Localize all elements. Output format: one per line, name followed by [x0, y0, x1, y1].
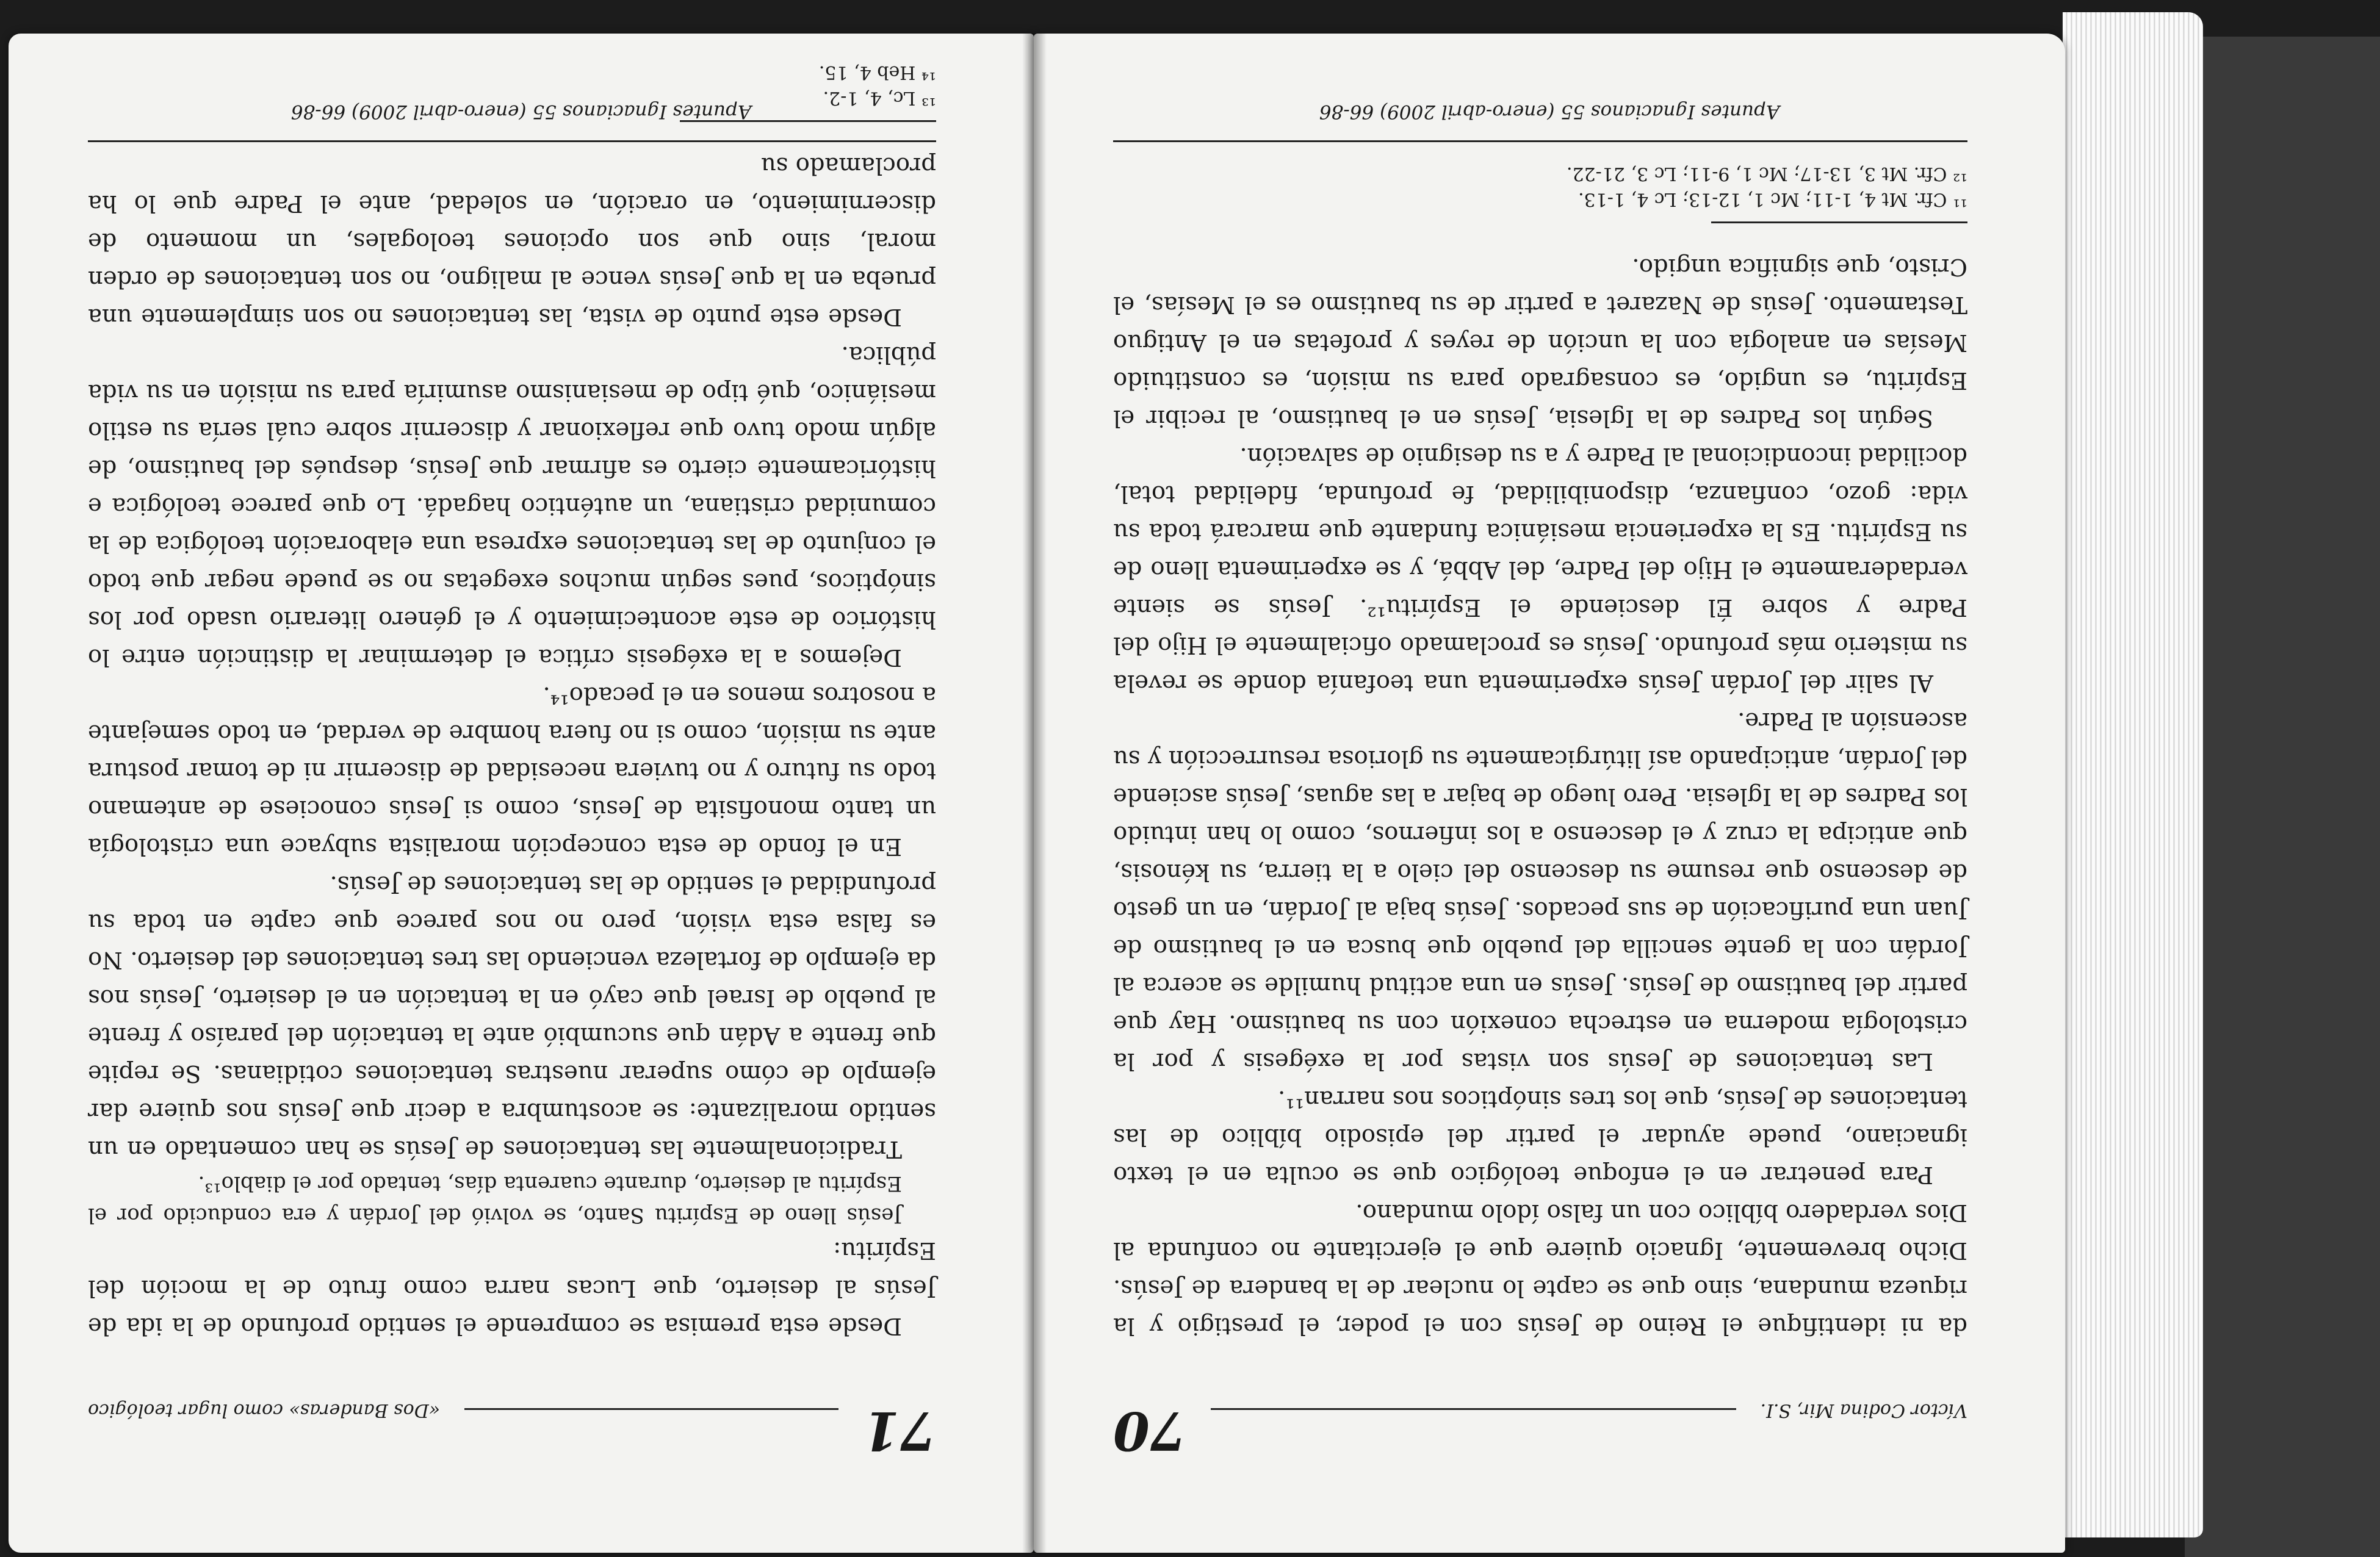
- running-head: «Dos Banderas» como lugar teológico: [88, 1400, 441, 1421]
- footer-rule: [1113, 140, 1967, 142]
- footnote: ¹² Cfr. Mt 3, 13-17; Mc 1, 9-11; Lc 3, 21-22.: [1566, 163, 1967, 184]
- paragraph: Según los Padres de la Iglesia, Jesús en el bautismo, al recibir el Espíritu, es ungido, es consagrado para su misión, es constituido Mesías en analogía con la unción de reyes y profetas en el Antiguo Testamento. Jesús de Nazaret a partir de su bautismo es el Mesías, el Cristo, que significa ungido.: [1113, 253, 1967, 432]
- body-text: [1113, 248, 1967, 1345]
- footer-rule: [88, 140, 936, 142]
- paragraph: Las tentaciones de Jesús son vistas por la exégesis y por la cristología moderna en estrecha conexión con su bautismo. Hay que partir del bautismo de Jesús. Jesús en una actitud humilde se acerca al Jordán con la gente sencilla del pueblo que busca en el bautismo de Juan una purificación de sus pecados. Jesús baja al Jordán, en un gesto de descenso que resume su descenso del cielo a la tierra, su kénosis, que anticipa la cruz y el descenso a los infiernos, como lo han intuido los Padres de la Iglesia. Pero luego de bajar a las aguas, Jesús asciende del Jordán, anticipando así litúrgicamente su gloriosa resurrección y su ascensión al Padre.: [1113, 707, 1967, 1075]
- journal-footer: Apuntes Ignacianos 55 (enero-abril 2009) 66-86: [290, 101, 752, 123]
- header-rule: [464, 1408, 838, 1411]
- footnote: ¹⁴ Heb 4, 15.: [818, 62, 936, 83]
- header-rule: [1211, 1408, 1736, 1411]
- paragraph: Dejemos a la exégesis crítica el determinar la distinción entre lo histórico de este acontecimiento y el género literario usado por los sinópticos, pues según muchos exegetas no se puede negar que todo el conjunto de las tentaciones expresa una elaboración teológica de la comunidad cristiana, un auténtico hagadá. Lo que parece teológica e históricamente cierto es afirmar que Jesús, después del bautismo, de algún modo tuvo que reflexionar y discernir sobre cuál sería su estilo mesiánico, qué tipo de mesianismo asumiría para su misión en su vida pública.: [88, 341, 936, 671]
- paragraph: Desde esta premisa se comprende el sentido profundo de la ida de Jesús al desierto, que Lucas narra como fruto de la moción del Espíritu:: [88, 1237, 936, 1340]
- page-number: 71: [863, 1400, 936, 1461]
- footnote: ¹³ Lc, 4, 1-2.: [823, 87, 936, 109]
- right-page-content: [1034, 34, 2065, 1553]
- paragraph: Desde este punto de vista, las tentaciones no son simplemente una prueba en la que Jesús vence al maligno, no son tentaciones de orden moral, sino que son opciones teologales, un momento de discernimiento, en oración, en soledad, ante el Padre que lo ha proclamado su: [88, 152, 936, 331]
- book-gutter: [1022, 34, 1047, 1553]
- footnotes: [1113, 160, 1967, 212]
- page-number: 70: [1113, 1400, 1186, 1461]
- paragraph: Tradicionalmente las tentaciones de Jesús se han comentado en un sentido moralizante: se acostumbra a decir que Jesús nos quiere dar ejemplo de cómo superar nuestras tentaciones cotidianas. Se repite que frente a Adán que sucumbió ante la tentación del paraíso y frente al pueblo de Israel que cayó en la tentación en el desierto, Jesús nos da ejemplo de fortaleza venciendo las tres tentaciones del desierto. No es falsa esta visión, pero no nos parece que capte en toda su profundidad el sentido de las tentaciones de Jesús.: [88, 871, 936, 1163]
- running-header: [1113, 1400, 1967, 1461]
- body-text: [88, 146, 936, 1345]
- journal-footer: Apuntes Ignacianos 55 (enero-abril 2009) 66-86: [1319, 101, 1780, 123]
- page-edges: [2063, 12, 2203, 1537]
- running-header: [88, 1400, 936, 1461]
- block-quote: Jesús lleno de Espíritu Santo, se volvió del Jordán y era conducido por el Espíritu al desierto, durante cuarenta días, tentado por el diablo¹³.: [88, 1171, 902, 1228]
- footnote-rule: [1711, 221, 1967, 223]
- paragraph: En el fondo de esta concepción moralista subyace una cristología un tanto monofisita de Jesús, como si Jesús conociese de antemano todo su futuro y no tuviera necesidad de discernir ni de tomar postura ante su misión, como si no fuera hombre de verdad, en todo semejante a nosotros menos en el pecado¹⁴.: [88, 681, 936, 860]
- footnote: ¹¹ Cfr. Mt 4, 1-11; Mc 1, 12-13; Lc 4, 1-13.: [1578, 189, 1967, 210]
- left-page: [9, 34, 1034, 1553]
- scanner-bed: [2185, 37, 2380, 1557]
- right-page: [1034, 34, 2065, 1553]
- paragraph: Para penetrar en el enfoque teológico que se oculta en el texto ignaciano, puede ayudar el partir del episodio bíblico de las tentaciones de Jesús, que los tres sinópticos nos narran¹¹.: [1113, 1085, 1967, 1188]
- paragraph: Al salir del Jordán Jesús experimenta una teofanía donde se revela su misterio más profundo. Jesús es proclamado oficialmente el Hijo del Padre y sobre Él desciende el Espíritu¹². Jesús se siente verdaderamente el Hijo del Padre, del Abbá, y se experimenta lleno de su Espíritu. Es la experiencia mesiánica fundante que marcará toda su vida: gozo, confianza, disponibilidad, fe profunda, fidelidad total, docilidad incondicional al Padre y a su designio de salvación.: [1113, 442, 1967, 697]
- paragraph: da ni identifique el Reino de Jesús con el poder, el prestigio y la riqueza mundana, sino que se capte lo nuclear de la bandera de Jesús. Dicho brevemente, Ignacio quiere que el ejercitante no confunda al Dios verdadero bíblico con un falso ídolo mundano.: [1113, 1199, 1967, 1340]
- running-head: Víctor Codina Mir, S.I.: [1760, 1400, 1967, 1421]
- left-page-content: [9, 34, 1034, 1553]
